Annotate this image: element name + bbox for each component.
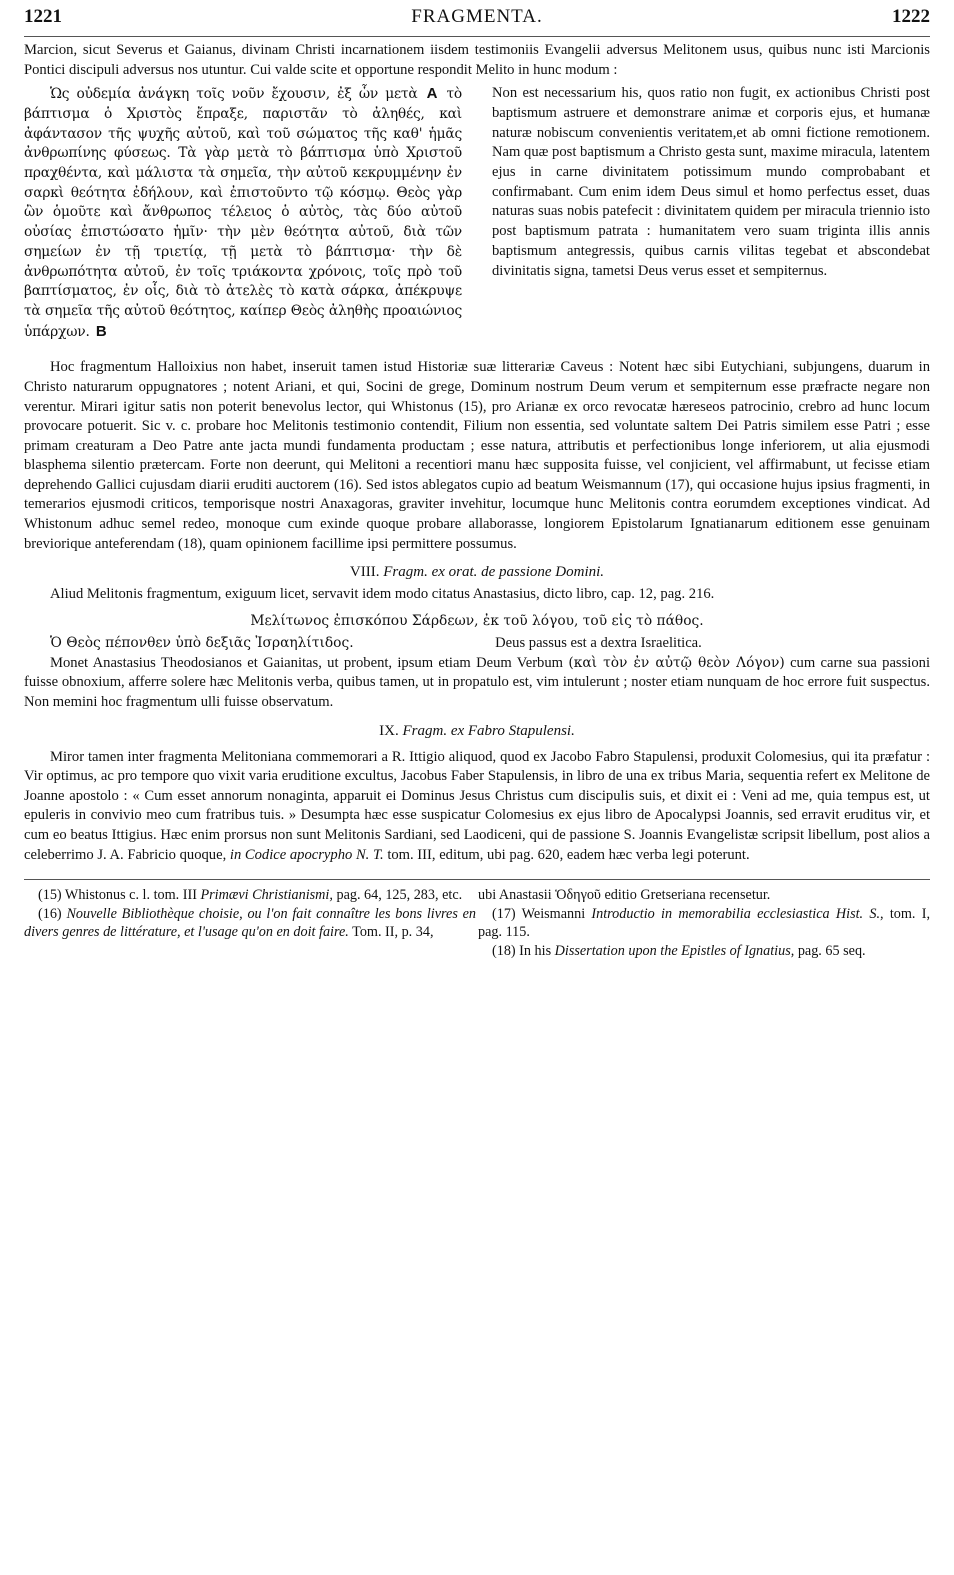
footnote-15-title: Primævi Christianismi, [200,887,333,904]
footnote-16-num: (16) [38,905,62,922]
footnote-16-continued: ubi Anastasii Ὁδηγοῦ editio Gretseriana recensetur. [478,887,771,904]
greek-fragment: Ὁ Θεὸς πέπονθεν ὑπὸ δεξιᾶς Ἰσραηλίτιδος. [50,634,354,651]
footnote-18-ref: pag. 65 seq. [797,942,866,959]
greek-text-b: τὸ βάπτισμα ὁ Χριστὸς ἔπραξε, παριστᾶν τὸ ἀληθές, καὶ ἀφάντασον τῆς ψυχῆς αὐτοῦ, καὶ τοῦ σώματος τῆς καθ' ἡμᾶς ἀνθρωπίνης φύσεως. Τὰ γὰρ μετὰ τὸ βάπτισμα ὑπὸ Χριστοῦ πραχθέντα, καὶ μάλιστα τὰ σημεῖα, τὴν αὐτοῦ κεκρυμμένην ἐν σαρκὶ θεότητα ἐδήλουν, καὶ ἐπιστοῦντο τῷ κόσμῳ. Θεὸς γὰρ ὢν ὁμοῦτε καὶ ἄνθρωπος τέλειος ὁ αὐτὸς, τὰς δύο αὐτοῦ οὐσίας ἐπιστώσατο ἡμῖν· τὴν μὲν θεότητα αὐτοῦ, διὰ τῶν σημείων ἐν τῇ τριετίᾳ, τῇ μετὰ τὸ βάπτισμα· τὴν δὲ ἀνθρωπότητα αὐτοῦ, ἐν τοῖς τριάκοντα χρόνοις, τοῖς πρὸ τοῦ βαπτίσματος, ἐν οἷς, διὰ τὸ ἀτελὲς τὸ κατὰ σάρκα, ἀπέκρυψε τὰ σημεῖα τῆς αὐτοῦ θεότητος, καίπερ Θεὸς ἀληθὴς προαιώνιος ὑπάρχων. [24,86,462,340]
section-title: Fragm. ex Fabro Stapulensi. [402,722,575,739]
section-viii-text-greek: (καὶ τὸν ἐν αὐτῷ θεὸν Λόγον) [568,654,785,671]
section-title: Fragm. ex orat. de passione Domini. [383,564,605,581]
greek-caption: Μελίτωνος ἐπισκόπου Σάρδεων, ἐκ τοῦ λόγου, τοῦ εἰς τὸ πάθος. [250,612,704,629]
footnote-rule [24,879,930,880]
running-title: FRAGMENTA. [411,6,543,27]
margin-marker-a: A [426,85,438,103]
intro-paragraph: Marcion, sicut Severus et Gaianus, divinam Christi incarnationem iisdem testimoniis Evangelii adversus Melitonem usus, quibus nunc isti Marcionis Pontici discipuli adversus nos utuntur. Cui valde scite et opportune respondit Melito in hunc modum : [24,42,930,78]
footnote-17 [478,905,930,942]
section-viii-text-before: Monet Anastasius Theodosianos et Gaianitas, ut probent, ipsum etiam Deum Verbum [50,654,564,671]
margin-marker-b: B [95,322,107,340]
footnote-15 [24,886,476,905]
column-number-right: 1222 [892,6,930,27]
section-heading-viii [24,564,930,581]
section-ix-text-italic: in Codice apocrypho N. T. [229,846,384,863]
section-ix-text [24,748,930,866]
section-ix-text-main: Miror tamen inter fragmenta Melitoniana commemorari a R. Ittigio aliquod, quod ex Jacobo Fabro Stapulensi, produxit Colomesius, qui ita præfatur : Vir optimus, ac pro tempore quo vixit varia eruditione excultus, Jacobus Faber Stapulensis, in libro de una ex tribus Maria, sequentia refert ex Melitone de Joanne apostolo : « Cum esset annorum nonaginta, apparuit ei Dominus Jesus Christus cum discipulis suis, et dixit ei : Veni ad me, quia tempus est, ut epuleris in convivio meo cum fratribus tuis. » Desumpta hæc esse suspicatur Colomesius ex ejus libro de Apocalypsi Joannis, sed erravit eruditus vir, et cum eo beatus Ittigius. Hæc enim prorsus non sunt Melitonis Sardiani, sed Laodiceni, qui de passione S. Joannis Evangelistæ scripsit libellum, post alios a celeberrimo J. A. Fabricio quoque, [24,748,930,863]
footnote-17-ref: , tom. I, pag. 115. [478,905,930,941]
section-numeral: VIII. [349,564,380,581]
footnote-18-title: Dissertation upon the Epistles of Ignatius, [554,942,795,959]
footnotes-left [24,886,476,960]
footnote-15-ref: pag. 64, 125, 283, etc. [336,887,463,904]
footnote-16 [24,905,476,942]
section-heading-ix [24,723,930,740]
parallel-columns [24,84,930,342]
footnote-16-title: Nouvelle Bibliothèque choisie, ou l'on fait connaître les bons livres en divers genres de littérature, et l'usage qu'on en doit faire. [24,905,477,941]
commentary-paragraph: Hoc fragmentum Halloixius non habet, inseruit tamen istud Historiæ suæ litterariæ Caveus : Notent hæc sibi Eutychiani, subjungens, duarum in Christo naturarum oppugnatores ; notent Ariani, et qui, Socini de grege, Dominum nostrum Deum verum et sempiternum esse præfracte negare non verentur. Mirari igitur satis non poterit benevolus lector, qui Whistonus (15), pro Arianæ ex orco revocatæ hæreseos patrocinio, crebro ad hunc locum provocare potuerit. Sic v. c. probare hoc Melitonis testimonio contendit, Filium non essentia, sed voluntate saltem Dei Patris similem esse Patri ; esse primam creaturam a Deo Patre ante jacta mundi fundamenta productam ; esse natura, attributis et perfectionibus longe inferiorem, ut alia ejusmodi blasphema silentio prætercam. Forte non deerunt, qui Melitoni a recentiori manu hæc supposita fuisse, vel conjicient, vel affirmabunt, ut fecisse etiam deprehendo Gallici cujusdam diarii eruditi auctorem (16). Sed istos ablegatos cupio ad beatum Weismannum (17), qui occasione hujus ipsius fragmenti, in temerarios ejusmodi criticos, temporisque nostri Anaxagoras, graviter invehitur, locumque hunc Melitonis contra eorumdem exceptiones vindicat. Ad Whistonum adhuc semel redeo, monoque cum exinde quoque probare allaborasse, longiorem Epistolarum Ignatianarum editionem esse genuinam breviorique anteferendam (18), quam opinionem facillime ipsi permittere possumus. [24,359,930,552]
section-ix-text-end: tom. III, editum, ubi pag. 620, eadem hæc verba legi poterunt. [387,846,750,863]
footnotes-right [478,886,930,960]
footnote-15-text: (15) Whistonus c. l. tom. III [38,887,197,904]
footnote-18 [478,942,930,961]
latin-fragment: Deus passus est a dextra Israelitica. [495,634,702,651]
greek-text-a: Ὡς οὐδεμία ἀνάγκη τοῖς νοῦν ἔχουσιν, ἐξ ὧν μετὰ [50,86,418,103]
section-viii-text-after: cum carne sua passioni fuisse obnoxium, afferre solere hæc Melitonis verba, quibus tamen, ut in propatulo est, vim intulerunt ; noster etiam nunquam de hoc errore fuit suspectus. Non memini hoc fragmentum ulli fuisse observatum. [24,654,930,711]
footnote-17-text: (17) Weismanni [492,905,586,922]
section-viii-text [24,654,930,713]
footnote-18-text: (18) In his [492,942,552,959]
section-numeral: IX. [379,722,399,739]
column-number-left: 1221 [24,6,62,27]
running-header [24,6,930,37]
section-viii-intro: Aliud Melitonis fragmentum, exiguum licet, servavit idem modo citatus Anastasius, dicto libro, cap. 12, pag. 216. [50,586,715,603]
footnotes [24,886,930,960]
latin-column: Non est necessarium his, quos ratio non fugit, ex actionibus Christi post baptismum astruere et demonstrare animæ et corporis ejus, et humanæ naturæ nobiscum convenientis veritatem,et ab omni fictione remotionem. Nam quæ post baptismum a Christo gesta sunt, maxime miracula, latentem ejus in carne divinitatem potissimum mundo comprobabant et confirmabant. Cum enim idem Deus simul et homo perfectus esset, duas naturas suas nobis patefecit : divinitatem quidem per miracula triennio isto post baptismum patrata : humanitatem vero suam triginta illis annis baptismum antegressis, quibus carnis vilitas tegebat et abscondebat divinitatis signa, tametsi Deus verus esset et sempiternus. [492,85,930,279]
footnote-16-ref: Tom. II, p. 34, [352,924,434,941]
greek-column [24,84,462,342]
footnote-17-title: Introductio in memorabilia ecclesiastica Hist. S. [591,905,880,922]
fragment-line [24,635,930,652]
